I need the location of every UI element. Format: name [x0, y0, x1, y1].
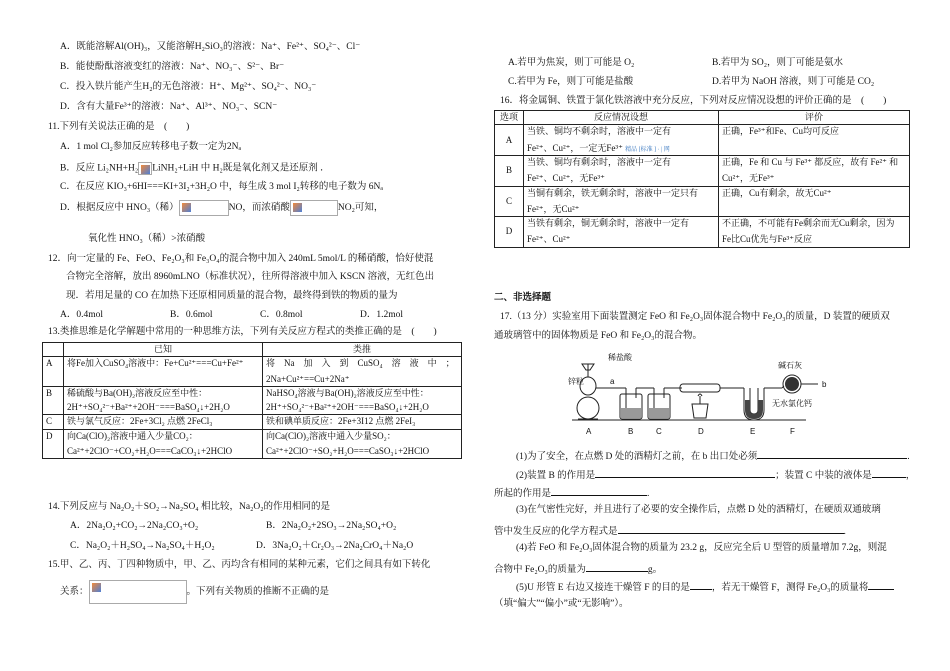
cell-line: Fe²⁺、Cu²⁺	[527, 234, 571, 245]
q12-line-3: 现．若用足量的 CO 在加热下还原相同质量的混合物，最终得到铁的物质的量为	[66, 291, 398, 301]
q11-d-continuation: 氧化性 HNO₃（稀）>浓硝酸	[88, 234, 206, 244]
q17-part-5	[516, 580, 894, 595]
eval-cell: 正确，Cu有剩余，故无Cu²⁺	[719, 186, 910, 217]
q17-part-2-cont: 所起的作用是 .	[494, 486, 649, 501]
guess-cell	[524, 217, 719, 248]
q14-option-d: D．3Na₂O₂＋Cr₂O₃→2Na₂CrO₄＋Na₂O	[256, 541, 414, 551]
table-row	[495, 156, 910, 187]
liquid-b	[621, 408, 641, 418]
q15-option-d: D.若甲为 NaOH 溶液，则丁可能是 CO₂	[712, 77, 875, 87]
letter-f: F	[790, 427, 795, 436]
part-text: 管中发生反应的化学方程式是	[494, 527, 618, 537]
q12-option-a: A．0.4mol	[60, 310, 104, 320]
answer-blank[interactable]	[586, 562, 648, 572]
row-letter: D	[43, 429, 64, 459]
q17-part-4: (4)若 FeO 和 Fe₂O₃固体混合物的质量为 23.2 g，反应完全后 U 型管的质量增加 7.2g，则混	[516, 543, 887, 553]
q11-b-text-1: B．反应 Li₂NH+H₂	[60, 163, 139, 174]
part-text: (5)U 形管 E 右边又接连干燥管 F 的目的是	[516, 583, 690, 593]
q15-option-c: C.若甲为 Fe，则丁可能是盐酸	[508, 77, 634, 87]
cell-line: 正确，Fe 和 Cu 与 Fe³⁺ 都反应，故有 Fe²⁺ 和	[722, 157, 899, 167]
q13-header-blank	[43, 343, 64, 357]
q17-part-3: (3)在气密性完好，并且进行了必要的安全操作后，点燃 D 处的酒精灯，在硬质双通玻璃	[516, 505, 881, 515]
q12-option-d: D．1.2mol	[360, 310, 404, 320]
infer-cell	[263, 386, 462, 415]
cell-line: 2H⁺+SO₄²⁻+Ba²⁺+2OH⁻===BaSO₄↓+2H₂O	[266, 402, 429, 412]
row-letter: A	[43, 357, 64, 387]
label-b: b	[822, 380, 827, 389]
cell-line: 向Ca(ClO)₂溶液中通入少量CO₂：	[67, 430, 198, 441]
known-cell	[64, 386, 263, 415]
broken-image-icon	[138, 162, 152, 175]
letter-a: A	[586, 427, 592, 436]
part-text: ，	[905, 471, 916, 481]
table-row	[43, 415, 462, 429]
q11-stem: 11.下列有关说法正确的是 ( )	[48, 122, 190, 132]
label-cacl2: 无水氯化钙	[772, 399, 812, 408]
q10-option-c: C．投入铁片能产生H₂的无色溶液：H⁺、Mg²⁺、SO₄²⁻、NO₃⁻	[60, 82, 317, 92]
row-letter: A	[495, 125, 524, 156]
q15-text-2: 。下列有关物质的推断不正确的是	[186, 587, 330, 598]
part-text: (2)装置 B 的作用是	[516, 471, 596, 481]
cell-line: 不正确，不可能有Fe剩余而无Cu剩余，因为	[722, 218, 895, 228]
q11-d-text-3: NO₂可知，	[337, 203, 384, 214]
cell-line: NaHSO₄溶液与Ba(OH)₂溶液反应至中性：	[266, 387, 429, 398]
q16-table	[494, 110, 910, 248]
table-row	[495, 125, 910, 156]
eval-cell	[719, 156, 910, 187]
q16-stem: 16．将金属铜、铁置于氯化铁溶液中充分反应，下列对反应情况设想的评价正确的是 ( )	[500, 96, 887, 106]
part-text: g。	[647, 565, 663, 575]
q16-table-header	[495, 111, 910, 125]
q10-option-b: B．能使酚酞溶液变红的溶液：Na⁺、NO₃⁻、S²⁻、Br⁻	[60, 62, 285, 72]
q11-option-b	[60, 162, 330, 176]
known-cell	[64, 429, 263, 459]
broken-image-icon	[89, 580, 187, 604]
q15-option-a: A.若甲为焦炭，则丁可能是 O₂	[508, 58, 635, 68]
letter-b: B	[628, 427, 634, 436]
answer-blank[interactable]	[868, 580, 894, 590]
q17-part-4-cont	[494, 562, 662, 577]
q14-option-a: A．2Na₂O₂+CO₂→2Na₂CO₃+O₂	[70, 521, 199, 531]
cell-line: 2Na+Cu²⁺==Cu+2Na⁺	[266, 373, 350, 384]
q11-d-text-1: D．根据反应中 HNO₃（稀）	[60, 203, 179, 214]
part-text: ；装置 C 中装的液体是	[775, 471, 872, 481]
row-letter: C	[495, 186, 524, 217]
q17-part-3-cont: 管中发生反应的化学方程式是 .	[494, 524, 846, 539]
q13-header-known: 已知	[64, 343, 263, 357]
guess-cell	[524, 125, 719, 156]
part-text: 合物中 Fe₂O₃的质量为	[494, 565, 586, 575]
label-a: a	[610, 377, 615, 386]
drying-tube-fill	[785, 377, 799, 391]
part-text: ，若无干燥管 F，测得 Fe₂O₃的质量将	[711, 583, 869, 593]
guess-cell	[524, 186, 719, 217]
label-zinc: 锌粒	[568, 377, 584, 386]
cell-line: Ca²⁺+2ClO⁻+SO₂+H₂O===CaSO₃↓+2HClO	[266, 445, 430, 456]
q13-table-header	[43, 343, 462, 357]
cell-line: 2H⁺+SO₄²⁻+Ba²⁺+2OH⁻===BaSO₄↓+2H₂O	[67, 402, 230, 412]
q17-line-1: 17.（13 分）实验室用下面装置测定 FeO 和 Fe₂O₃固体混合物中 Fe₂O₃的质量，D 装置的硬质双	[500, 312, 890, 322]
row-letter: C	[43, 415, 64, 429]
liquid-c	[649, 408, 669, 418]
cell-text: Fe²⁺、Cu²⁺，一定无Fe³⁺	[527, 142, 623, 153]
answer-blank[interactable]	[872, 468, 906, 478]
q15-line-2	[60, 580, 329, 604]
cell-line: 当铜有剩余，铁无剩余时，溶液中一定只有	[527, 187, 699, 198]
table-row	[43, 386, 462, 415]
answer-blank[interactable]	[757, 449, 907, 459]
table-row	[495, 217, 910, 248]
cell-line: 当铁、铜均不剩余时，溶液中一定有	[527, 126, 672, 137]
q11-b-text-2: LiNH₂+LiH 中 H₂既是氧化剂又是还原剂 ．	[152, 163, 330, 174]
infer-cell	[263, 429, 462, 459]
guess-cell	[524, 156, 719, 187]
q14-option-c: C．Na₂O₂＋H₂SO₄→Na₂SO₄＋H₂O₂	[70, 541, 215, 551]
q12-line-1: 12．向一定量的 Fe、FeO、Fe₂O₃和 Fe₃O₄的混合物中加入 240mL 5mol/L 的稀硝酸，恰好使混	[48, 254, 434, 264]
cell-line: 将 Na 加 入 到 CuSO₄ 溶 液 中 ；	[266, 358, 455, 369]
label-dilute-acid: 稀盐酸	[608, 353, 632, 362]
q16-header-option: 选项	[495, 111, 524, 125]
q14-option-b: B．2Na₂O₂+2SO₃→2Na₂SO₄+O₂	[266, 521, 397, 531]
part-text: 所起的作用是	[494, 489, 552, 499]
broken-image-icon	[290, 200, 338, 216]
cell-line	[527, 143, 715, 155]
section-heading: 二、非选择题	[494, 293, 552, 303]
q13-header-infer: 类推	[263, 343, 462, 357]
letter-c: C	[656, 427, 662, 436]
eval-cell	[719, 217, 910, 248]
q12-line-2: 合物完全溶解，放出 8960mLNO（标准状况），往所得溶液中加入 KSCN 溶液，无红色出	[66, 272, 435, 282]
q17-part-5-cont: （填“偏大”“偏小”或“无影响”）。	[494, 599, 629, 609]
q15-option-b: B.若甲为 SO₂，则丁可能是氨水	[712, 58, 844, 68]
cell-line: 当铁有剩余，铜无剩余时，溶液中一定有	[527, 218, 690, 228]
q10-option-d: D．含有大量Fe³⁺的溶液：Na⁺、Al³⁺、NO₃⁻、SCN⁻	[60, 102, 278, 112]
cell-line: Fe²⁺、Cu²⁺，无Fe³⁺	[527, 173, 605, 184]
broken-image-icon	[179, 200, 229, 216]
cell-line: 当铁、铜均有剩余时，溶液中一定有	[527, 157, 672, 167]
cell-line: Fe比Cu优先与Fe³⁺反应	[722, 234, 812, 245]
row-letter: D	[495, 217, 524, 248]
answer-blank[interactable]	[595, 468, 775, 478]
q10-option-a: A．既能溶解Al(OH)₃，又能溶解H₂SiO₃的溶液：Na⁺、Fe²⁺、SO₄²⁻、Cl⁻	[60, 42, 361, 52]
q17-part-2	[516, 468, 915, 483]
q17-line-2: 通玻璃管中的固体物质是 FeO 和 Fe₂O₃的混合物。	[494, 331, 702, 341]
cell-line: Ca²⁺+2ClO⁻+CO₂+H₂O===CaCO₃↓+2HClO	[67, 445, 233, 456]
answer-blank[interactable]	[690, 580, 712, 590]
letter-e: E	[750, 427, 756, 436]
apparatus-figure	[568, 348, 836, 440]
q13-table	[42, 342, 462, 459]
q15-text-1: 关系：	[60, 587, 89, 598]
cell-line: 稀硫酸与Ba(OH)₂溶液反应至中性：	[67, 387, 208, 398]
answer-blank[interactable]	[551, 486, 647, 496]
table-row	[43, 357, 462, 387]
cell-line: Fe²⁺，无Cu²⁺	[527, 203, 580, 214]
q12-option-b: B．0.6mol	[170, 310, 213, 320]
known-cell	[64, 357, 263, 387]
q13-stem: 13.类推思维是化学解题中常用的一种思维方法，下列有关反应方程式的类推正确的是 ( )	[48, 327, 437, 337]
eval-cell: 正确，Fe³⁺和Fe、Cu均可反应	[719, 125, 910, 156]
q11-option-d	[60, 200, 383, 216]
row-letter: B	[495, 156, 524, 187]
table-row	[43, 429, 462, 459]
cell-line: 向Ca(ClO)₂溶液中通入少量SO₂：	[266, 430, 396, 441]
watermark-note: 精品 [标准 ] · | 网	[625, 146, 670, 153]
u-tube-fill	[745, 400, 763, 419]
cell-line: 将Fe加入CuSO₄溶液中：Fe+Cu²⁺===Cu+Fe²⁺	[67, 358, 244, 369]
q11-option-a: A．1 mol Cl₂参加反应转移电子数一定为2Nₐ	[60, 142, 242, 152]
q16-header-eval: 评价	[719, 111, 910, 125]
table-row	[495, 186, 910, 217]
q11-option-c: C．在反应 KIO₃+6HI===KI+3I₂+3H₂O 中，每生成 3 mol I₂转移的电子数为 6Nₐ	[60, 182, 383, 192]
answer-blank[interactable]	[618, 524, 844, 534]
infer-cell: 铁和碘单质反应：2Fe+3I12 点燃 2FeI₃	[263, 415, 462, 429]
row-letter: B	[43, 386, 64, 415]
q11-d-text-2: NO，而浓硝酸	[228, 203, 290, 214]
cell-line: Cu²⁺，无Fe³⁺	[722, 173, 775, 184]
q15-line-1: 15.甲、乙、丙、丁四种物质中，甲、乙、丙均含有相同的某种元素，它们之间具有如下转化	[48, 560, 431, 570]
q17-part-1: (1)为了安全，在点燃 D 处的酒精灯之前，在 b 出口处必须 .	[516, 449, 910, 464]
part-text: (1)为了安全，在点燃 D 处的酒精灯之前，在 b 出口处必须	[516, 452, 758, 462]
letter-d: D	[698, 427, 704, 436]
label-soda-lime: 碱石灰	[778, 361, 802, 370]
q16-header-guess: 反应情况设想	[524, 111, 719, 125]
infer-cell	[263, 357, 462, 387]
q14-stem: 14.下列反应与 Na₂O₂＋SO₂→Na₂SO₄ 相比较，Na₂O₂的作用相同的是	[48, 502, 331, 512]
q12-option-c: C．0.8mol	[260, 310, 303, 320]
known-cell: 铁与氯气反应：2Fe+3Cl₂ 点燃 2FeCl₃	[64, 415, 263, 429]
